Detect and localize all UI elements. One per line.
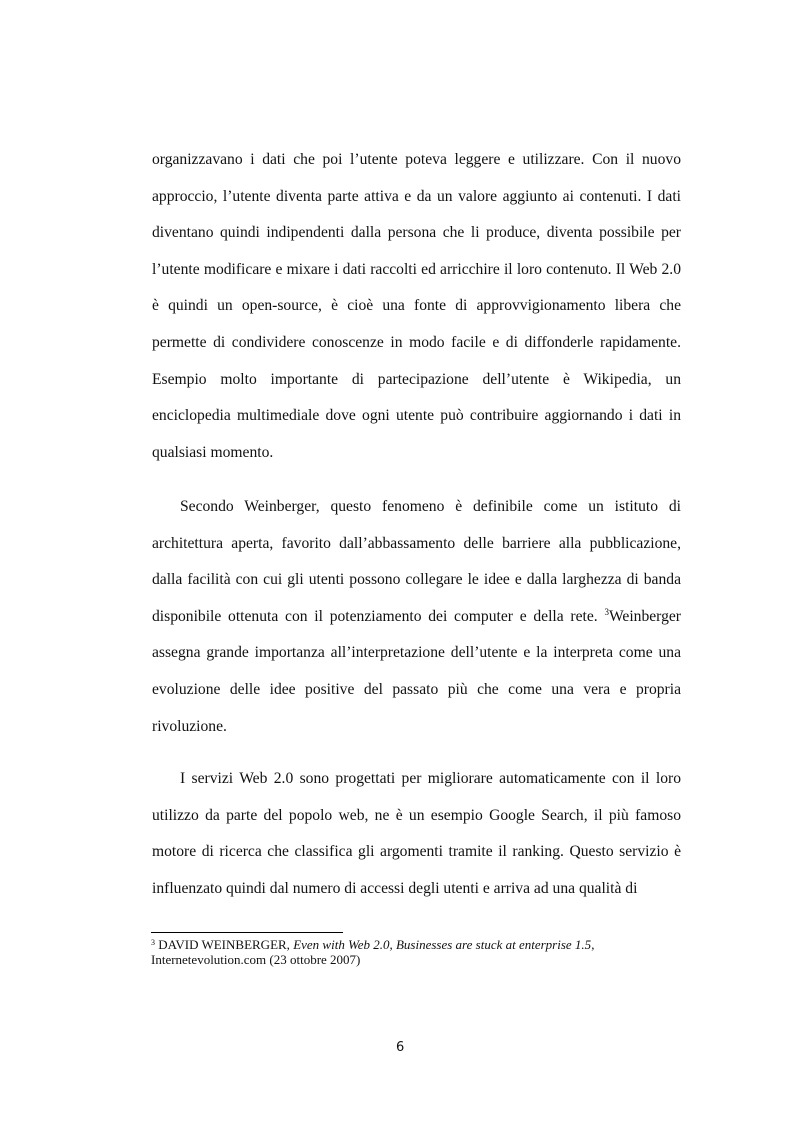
footnote-source: , Internetevolution.com (23 ottobre 2007) <box>151 937 595 967</box>
footnote-author: DAVID WEINBERGER, <box>155 937 294 952</box>
body-paragraph-2 <box>152 489 681 745</box>
paragraph-2-text-start: Secondo Weinberger, questo fenomeno è definibile come un istituto di architettura aperta, favorito dall’abbassamento delle barriere alla pubblicazione, dalla facilità con cui gli utenti possono collegare le idee e dalla larghezza di banda disponibile ottenuta con il potenziamento dei computer e della rete. <box>152 498 681 625</box>
footnote-number: 3 <box>151 938 155 947</box>
body-paragraph-1: organizzavano i dati che poi l’utente poteva leggere e utilizzare. Con il nuovo approccio, l’utente diventa parte attiva e da un valore aggiunto ai contenuti. I dati diventano quindi indipendenti dalla persona che li produce, diventa possibile per l’utente modificare e mixare i dati raccolti ed arricchire il loro contenuto. Il Web 2.0 è quindi un open-source, è cioè una fonte di approvvigionamento libera che permette di condividere conoscenze in modo facile e di diffonderle rapidamente. Esempio molto importante di partecipazione dell’utente è Wikipedia, un enciclopedia multimediale dove ogni utente può contribuire aggiornando i dati in qualsiasi momento. <box>152 151 681 461</box>
page-number: 6 <box>396 1040 405 1055</box>
paragraph-2-text-end: Weinberger assegna grande importanza all’interpretazione dell’utente e la interpreta come una evoluzione delle idee positive del passato più che come una vera e propria rivoluzione. <box>152 607 681 735</box>
footnote <box>151 937 691 967</box>
footnote-separator <box>151 932 343 933</box>
body-paragraph-3: I servizi Web 2.0 sono progettati per migliorare automaticamente con il loro utilizzo da parte del popolo web, ne è un esempio Google Search, il più famoso motore di ricerca che classifica gli argomenti tramite il ranking. Questo servizio è influenzato quindi dal numero di accessi degli utenti e arriva ad una qualità di <box>152 770 681 897</box>
footnote-title: Even with Web 2.0, Businesses are stuck at enterprise 1.5 <box>293 937 592 952</box>
footnote-reference: 3 <box>604 606 609 617</box>
